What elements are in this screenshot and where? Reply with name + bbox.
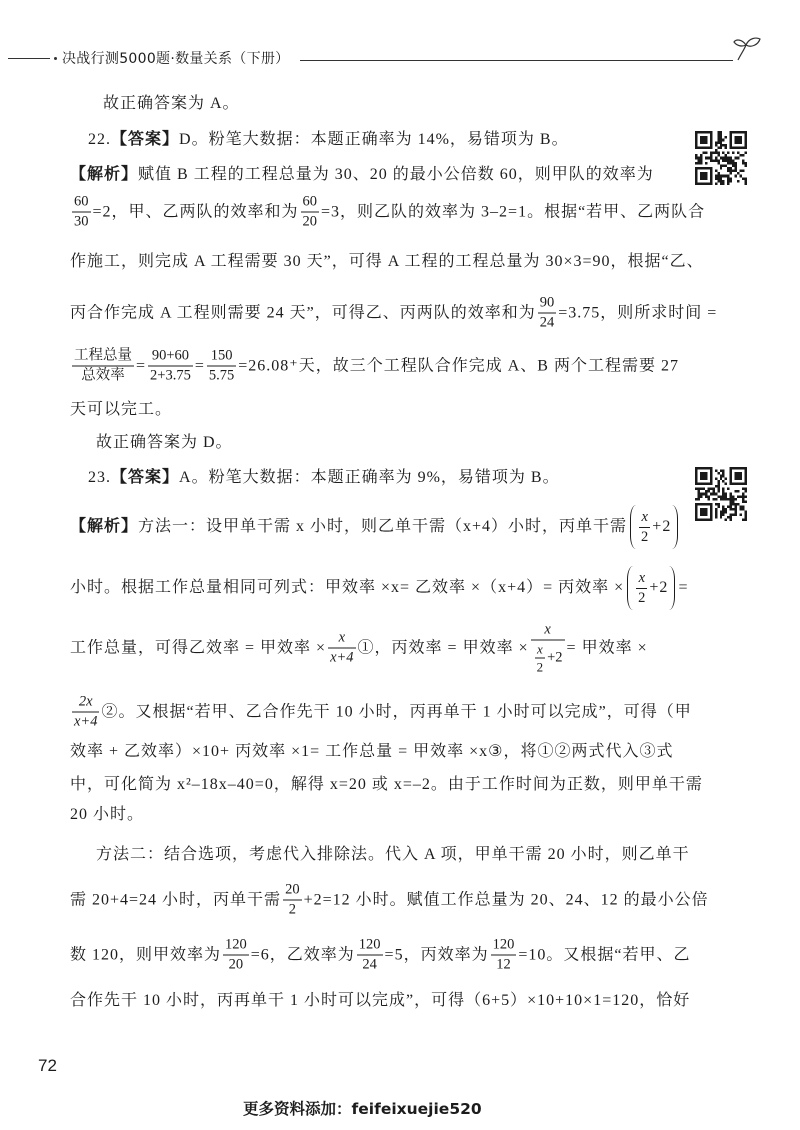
- fraction-numerator: 90: [538, 295, 557, 314]
- footer-note: 更多资料添加：feifeixuejie520: [243, 1100, 482, 1118]
- fraction: [148, 348, 193, 385]
- text-run: ①，丙效率 = 甲效率 ×: [357, 639, 529, 656]
- fraction-denominator: 30: [74, 213, 89, 230]
- prev-conclusion: 故正确答案为 A。: [103, 95, 240, 112]
- fraction-numerator: x: [328, 630, 355, 649]
- text-run: =: [678, 579, 689, 596]
- q22-answer-line: [88, 130, 569, 150]
- fraction-denominator: 20: [302, 213, 318, 230]
- text-run: =10。又根据“若甲、乙: [518, 946, 691, 963]
- q23-method2-line-3: [70, 937, 690, 974]
- text-run: =2，甲、乙两队的效率和为: [92, 203, 299, 220]
- fraction-denominator: 20: [228, 956, 244, 973]
- fraction-numerator: 120: [491, 937, 517, 956]
- right-paren: [672, 505, 678, 549]
- q23-method2-line-2: [70, 882, 709, 919]
- fraction: [639, 509, 650, 546]
- q23-method2-line-4: 合作先干 10 小时，丙再单干 1 小时可以完成”，可得（6+5）×10+10×1=120，恰好: [70, 992, 691, 1009]
- fraction-denominator: 5.75: [208, 367, 235, 384]
- q22-analysis-line-5: [70, 348, 679, 385]
- book-title: 决战行测5000题·数量关系（下册）: [62, 51, 290, 67]
- fraction: [72, 194, 91, 231]
- text-run: 工作总量，可得乙效率 = 甲效率 ×: [70, 639, 327, 656]
- compound-fraction: [531, 622, 565, 675]
- left-paren: [627, 566, 633, 610]
- text-run: 数 120，则甲效率为: [70, 946, 222, 963]
- text-run: ②。又根据“若甲、乙合作先干 10 小时，丙再单干 1 小时可以完成”，可得（甲: [101, 703, 692, 720]
- header-left-rule: [8, 58, 50, 59]
- fraction-numerator: 60: [72, 194, 91, 213]
- text-run: 赋值 B 工程的工程总量为 30、20 的最小公倍数 60，则甲队的效率为: [138, 166, 654, 183]
- fraction-numerator: x: [639, 509, 650, 528]
- fraction-denominator: x+4: [330, 649, 354, 666]
- q23-analysis-line-4: [70, 694, 692, 731]
- fraction-numerator: 120: [223, 937, 249, 956]
- text-run: +2=12 小时。赋值工作总量为 20、24、12 的最小公倍: [303, 891, 709, 908]
- text-run: =: [136, 357, 147, 374]
- fraction: [357, 937, 383, 974]
- text-run: 丙合作完成 A 工程则需要 24 天”，可得乙、丙两队的效率和为: [70, 304, 536, 321]
- fraction-denominator: 24: [539, 314, 555, 331]
- fraction-numerator: 150: [207, 348, 236, 367]
- text-run: +2: [652, 518, 672, 535]
- fraction-numerator: x: [535, 642, 546, 659]
- fraction: [223, 937, 249, 974]
- text-run: =3，则乙队的效率为 3–2=1。根据“若甲、乙两队合: [321, 203, 706, 220]
- q23-analysis-line-3: [70, 622, 648, 675]
- text-run: =5，丙效率为: [384, 946, 489, 963]
- fraction-denominator: 2: [638, 589, 646, 606]
- q23-analysis-line-5: 效率 + 乙效率）×10+ 丙效率 ×1= 工作总量 = 甲效率 ×x③，将①②两式代入③式: [70, 743, 674, 760]
- fraction-denominator: 12: [496, 956, 511, 973]
- qr-code: [695, 131, 747, 185]
- fraction-numerator: 20: [283, 882, 302, 901]
- fraction: [283, 882, 302, 919]
- text-run: 需 20+4=24 小时，丙单干需: [70, 891, 282, 908]
- text-run: =: [194, 357, 205, 374]
- header-right-rule: [300, 60, 733, 61]
- text-run: 小时。根据工作总量相同可列式：甲效率 ×x= 乙效率 ×（x+4）= 丙效率 ×: [70, 579, 625, 596]
- fraction-numerator: x: [531, 622, 565, 641]
- q23-analysis-line-6: 中，可化简为 x²–18x–40=0，解得 x=20 或 x=–2。由于工作时间为正数，则甲单干需: [70, 776, 703, 793]
- left-paren: [630, 505, 636, 549]
- fraction-denominator: 总效率: [81, 367, 125, 384]
- q22-analysis-line-3: 作施工，则完成 A 工程需要 30 天”，可得 A 工程的工程总量为 30×3=90，根据“乙、: [70, 253, 704, 270]
- text-run: =26.08⁺天，故三个工程队合作完成 A、B 两个工程需要 27: [238, 357, 679, 374]
- fraction-numerator: 2x: [72, 694, 99, 713]
- q23-analysis-line-1: [70, 505, 681, 549]
- fraction-denominator: 2: [641, 528, 649, 545]
- fraction: [636, 570, 647, 607]
- sprout-icon: [732, 36, 762, 62]
- fraction-denominator: 24: [362, 956, 377, 973]
- right-paren: [669, 566, 675, 610]
- parenthesized-expression: [630, 505, 678, 549]
- fraction: [491, 937, 517, 974]
- text-run: =6，乙效率为: [250, 946, 355, 963]
- q23-analysis-line-7: 20 小时。: [70, 806, 145, 823]
- q22-analysis-line-1: [70, 165, 654, 185]
- question-number: 22.: [88, 131, 111, 148]
- fraction-denominator: x+4: [74, 713, 98, 730]
- page-number: 72: [38, 1056, 57, 1075]
- fraction: [72, 348, 134, 385]
- answer-text: A。粉笔大数据：本题正确率为 9%，易错项为 B。: [179, 469, 560, 486]
- answer-tag: 【答案】: [111, 131, 180, 148]
- header-dot: [54, 57, 57, 60]
- fraction-numerator: 90+60: [148, 348, 193, 367]
- analysis-tag: 【解析】: [70, 166, 139, 183]
- fraction-numerator: 工程总量: [72, 348, 134, 367]
- q22-analysis-line-4: [70, 295, 717, 332]
- fraction: [301, 194, 320, 231]
- fraction-denominator: 2: [536, 659, 544, 675]
- q22-conclusion: 故正确答案为 D。: [96, 434, 233, 451]
- text-run: = 甲效率 ×: [566, 639, 648, 656]
- qr-code: [695, 467, 747, 521]
- text-run: 方法一：设甲单干需 x 小时，则乙单干需（x+4）小时，丙单干需: [138, 518, 628, 535]
- q22-analysis-line-2: [70, 194, 705, 231]
- answer-text: D。粉笔大数据：本题正确率为 14%，易错项为 B。: [179, 131, 569, 148]
- text-run: =3.75，则所求时间 =: [558, 304, 718, 321]
- fraction: [72, 694, 99, 731]
- question-number: 23.: [88, 469, 111, 486]
- fraction-denominator: [531, 641, 565, 675]
- fraction-denominator: 2: [288, 901, 296, 918]
- text-run: +2: [649, 579, 669, 596]
- fraction: [535, 642, 546, 675]
- fraction-numerator: 120: [357, 937, 383, 956]
- fraction: [207, 348, 236, 385]
- q23-analysis-line-2: [70, 566, 688, 610]
- fraction-numerator: 60: [301, 194, 320, 213]
- answer-tag: 【答案】: [111, 469, 180, 486]
- q23-answer-line: [88, 468, 560, 488]
- fraction: [328, 630, 355, 667]
- fraction-numerator: x: [636, 570, 647, 589]
- q22-analysis-line-6: 天可以完工。: [70, 401, 173, 418]
- q23-method2-line-1: 方法二：结合选项，考虑代入排除法。代入 A 项，甲单干需 20 小时，则乙单干: [96, 846, 690, 863]
- text-run: +2: [547, 649, 563, 666]
- fraction: [538, 295, 557, 332]
- analysis-tag: 【解析】: [70, 518, 139, 535]
- fraction-denominator: 2+3.75: [150, 367, 191, 384]
- parenthesized-expression: [627, 566, 675, 610]
